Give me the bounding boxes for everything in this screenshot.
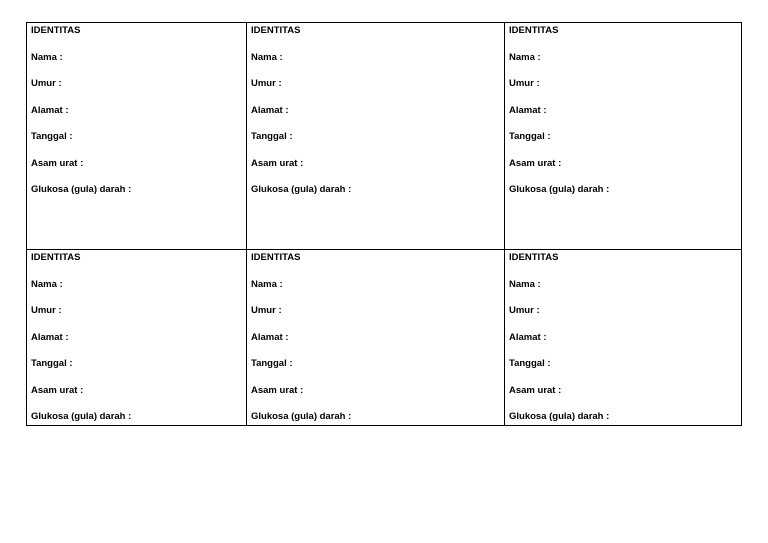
field-asam-urat: Asam urat :: [251, 384, 304, 396]
identity-card-1: [27, 23, 247, 250]
card-title: IDENTITAS: [31, 252, 81, 263]
field-asam-urat: Asam urat :: [509, 384, 562, 396]
field-nama: Nama :: [509, 51, 541, 63]
field-alamat: Alamat :: [251, 331, 289, 343]
identity-card-2: [247, 23, 505, 250]
field-umur: Umur :: [251, 305, 282, 316]
field-nama: Nama :: [31, 51, 63, 63]
field-tanggal: Tanggal :: [31, 131, 73, 142]
field-alamat: Alamat :: [31, 104, 69, 116]
identity-card-6: [505, 250, 741, 425]
field-nama: Nama :: [509, 278, 541, 290]
field-alamat: Alamat :: [509, 331, 547, 343]
field-umur: Umur :: [31, 305, 62, 316]
field-tanggal: Tanggal :: [509, 131, 551, 142]
field-alamat: Alamat :: [251, 104, 289, 116]
card-title: IDENTITAS: [31, 25, 81, 36]
field-tanggal: Tanggal :: [251, 358, 293, 369]
field-alamat: Alamat :: [509, 104, 547, 116]
identity-card-sheet: [26, 22, 742, 426]
field-asam-urat: Asam urat :: [31, 384, 84, 396]
field-asam-urat: Asam urat :: [31, 157, 84, 169]
field-glukosa-darah: Glukosa (gula) darah :: [509, 184, 610, 195]
identity-card-4: [27, 250, 247, 425]
field-tanggal: Tanggal :: [509, 358, 551, 369]
identity-card-3: [505, 23, 741, 250]
field-glukosa-darah: Glukosa (gula) darah :: [31, 411, 132, 422]
field-glukosa-darah: Glukosa (gula) darah :: [31, 184, 132, 195]
field-umur: Umur :: [251, 78, 282, 89]
field-umur: Umur :: [509, 78, 540, 89]
field-asam-urat: Asam urat :: [509, 157, 562, 169]
card-title: IDENTITAS: [509, 25, 559, 36]
field-glukosa-darah: Glukosa (gula) darah :: [509, 411, 610, 422]
field-glukosa-darah: Glukosa (gula) darah :: [251, 184, 352, 195]
field-nama: Nama :: [251, 278, 283, 290]
card-title: IDENTITAS: [251, 252, 301, 263]
field-asam-urat: Asam urat :: [251, 157, 304, 169]
field-alamat: Alamat :: [31, 331, 69, 343]
field-tanggal: Tanggal :: [251, 131, 293, 142]
field-tanggal: Tanggal :: [31, 358, 73, 369]
field-umur: Umur :: [509, 305, 540, 316]
card-title: IDENTITAS: [251, 25, 301, 36]
identity-card-5: [247, 250, 505, 425]
field-nama: Nama :: [251, 51, 283, 63]
field-nama: Nama :: [31, 278, 63, 290]
card-title: IDENTITAS: [509, 252, 559, 263]
field-glukosa-darah: Glukosa (gula) darah :: [251, 411, 352, 422]
field-umur: Umur :: [31, 78, 62, 89]
